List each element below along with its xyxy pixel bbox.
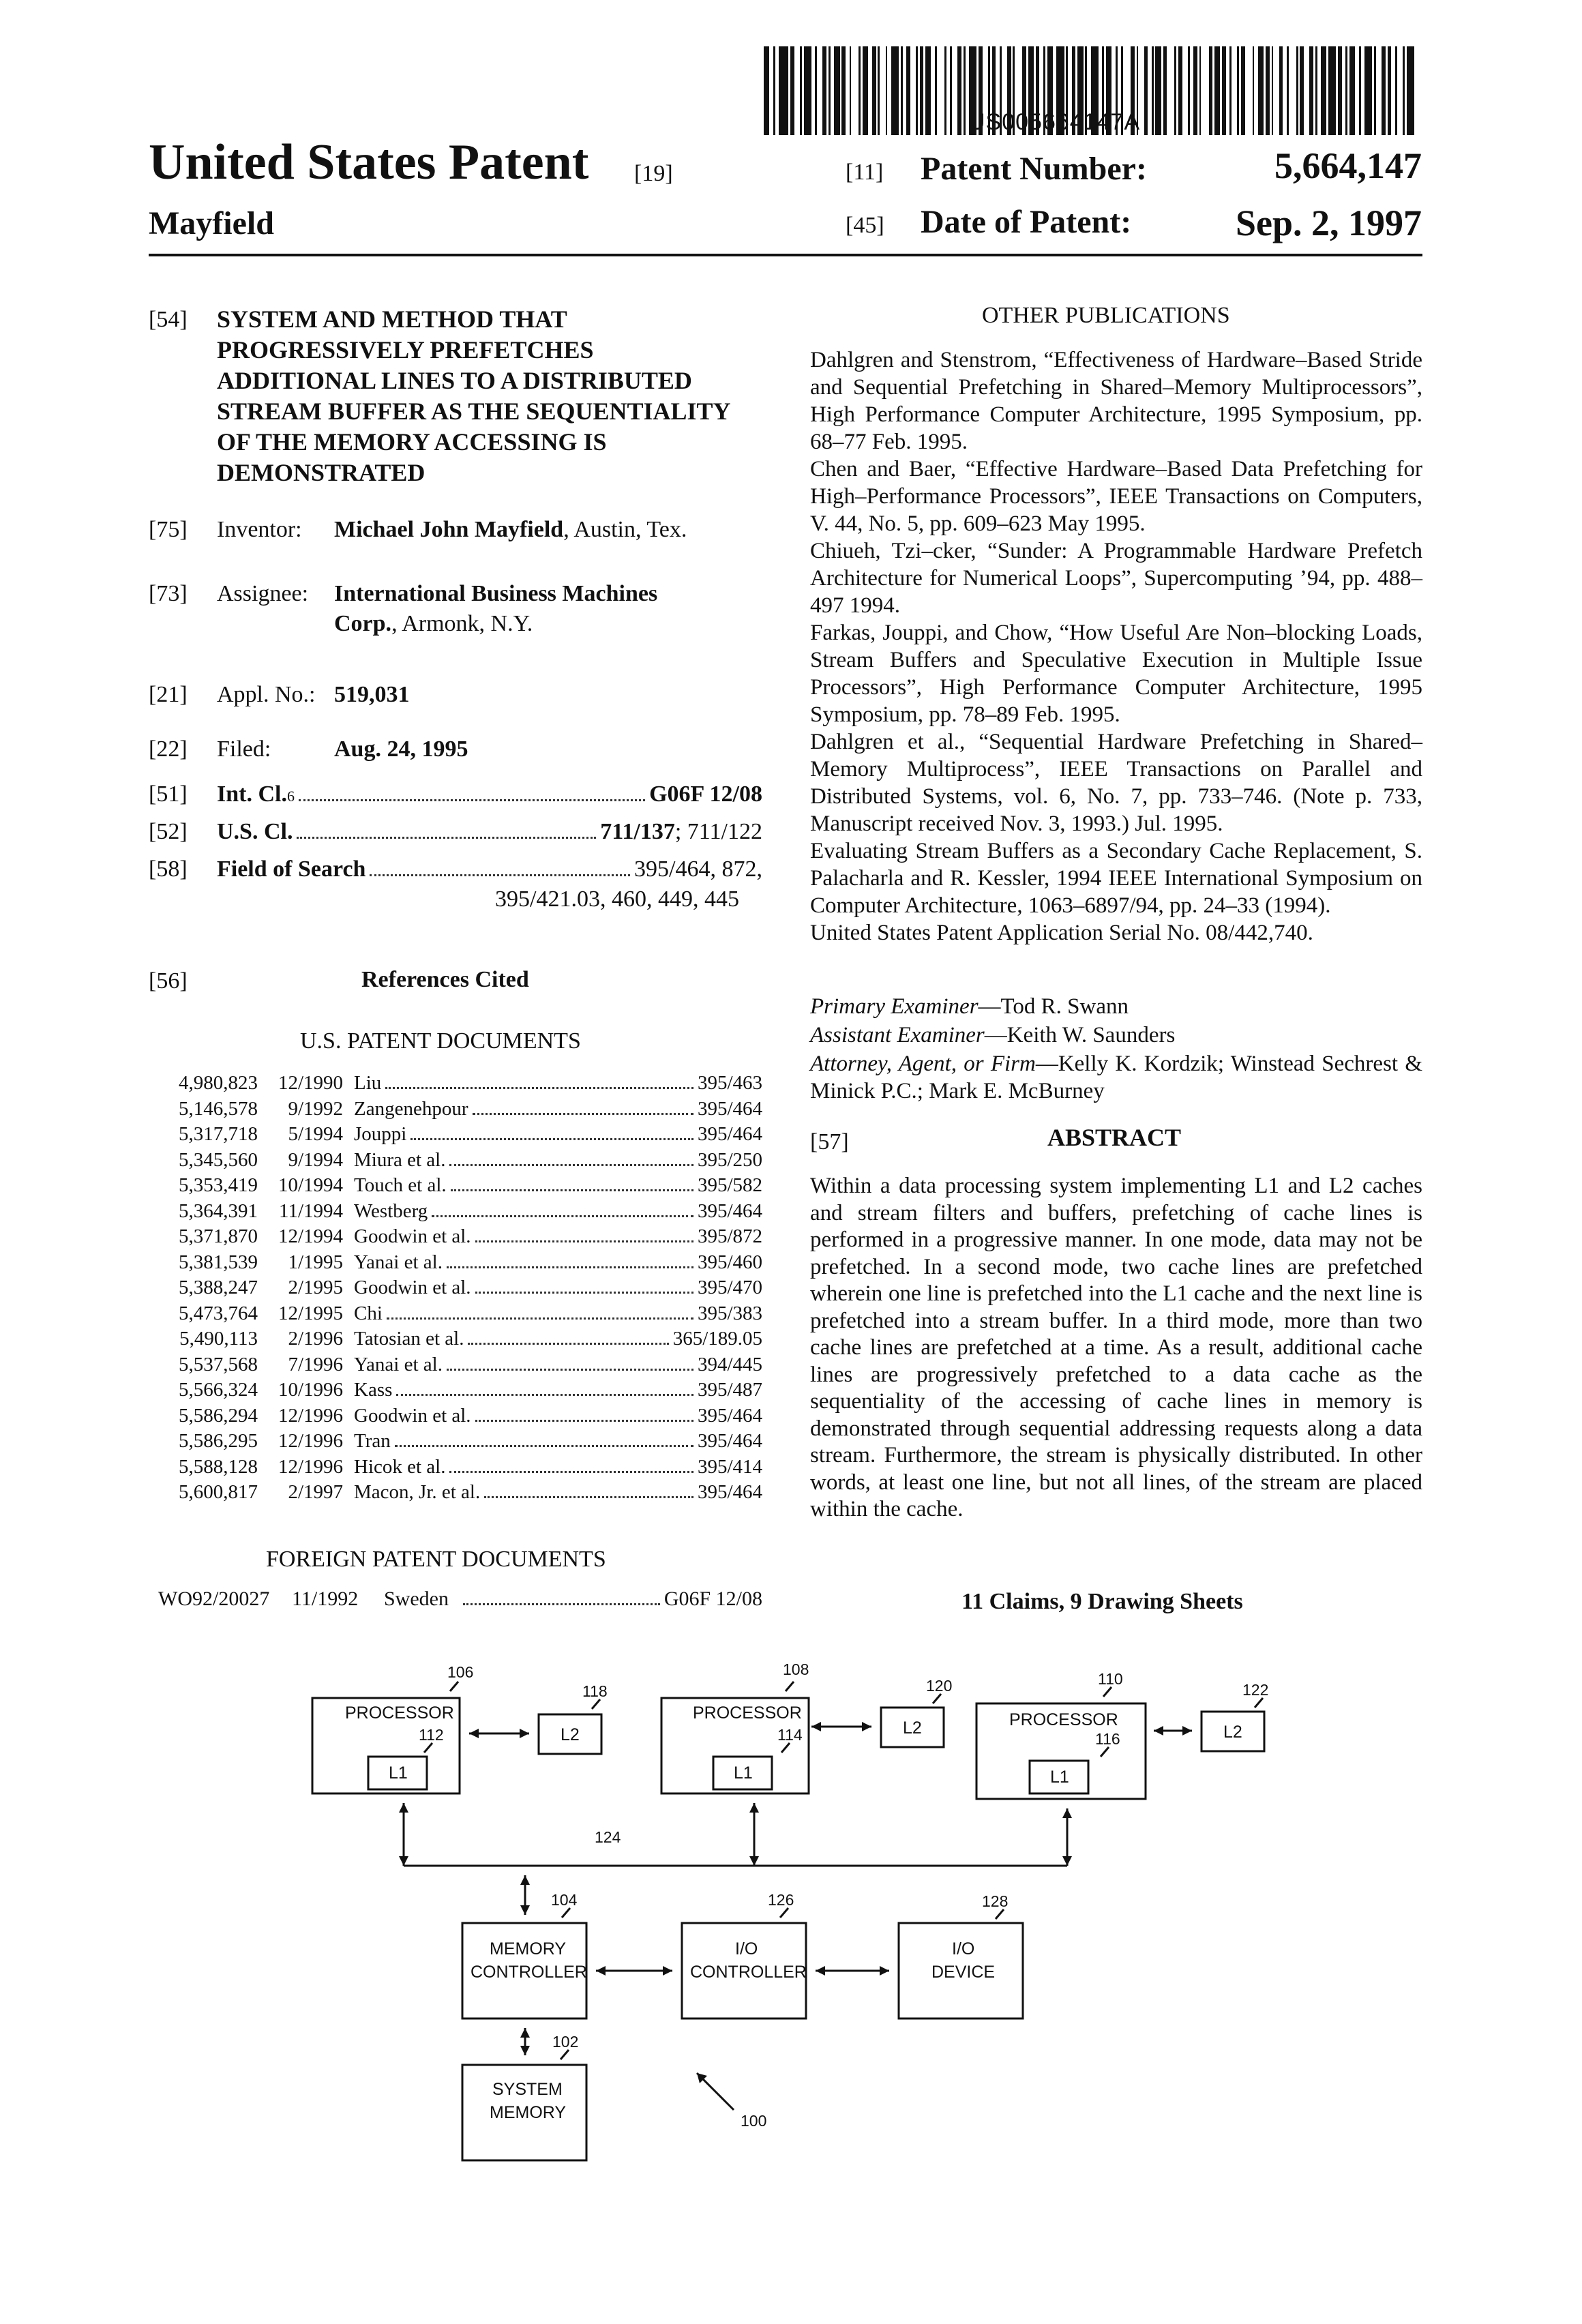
ref-name: Goodwin et al. <box>354 1404 471 1427</box>
barcode-bar <box>1364 46 1372 135</box>
appl-value: 519,031 <box>334 682 410 707</box>
ref-class: 395/463 <box>697 1072 762 1094</box>
foreign-date: 11/1992 <box>292 1588 359 1610</box>
primary-examiner-value: —Tod R. Swann <box>978 994 1129 1019</box>
assignee-label: Assignee: <box>217 581 309 606</box>
ref-class: 395/464 <box>697 1404 762 1427</box>
memory-controller-label-2: CONTROLLER <box>471 1963 587 1982</box>
ref-date: 2/1995 <box>288 1277 343 1298</box>
barcode-bar <box>779 46 788 135</box>
primary-examiner <box>810 993 1422 1020</box>
ref-name: Touch et al. <box>354 1174 447 1196</box>
l2-label: L2 <box>1223 1723 1242 1742</box>
ref-class: 395/582 <box>697 1174 762 1196</box>
leader-dots <box>385 1087 693 1089</box>
field-value-1: 395/464, 872, <box>634 856 762 882</box>
ref-name: Goodwin et al. <box>354 1277 471 1298</box>
leader-dots <box>396 1394 693 1396</box>
leader-dots <box>387 1317 693 1320</box>
ref-number: 5,600,817 <box>179 1481 258 1503</box>
foreign-cls: G06F 12/08 <box>663 1588 762 1610</box>
l1-label: L1 <box>734 1763 753 1783</box>
barcode-bar <box>794 46 800 135</box>
ref-name: Kass <box>354 1379 393 1401</box>
ref-number: 5,317,718 <box>179 1123 258 1145</box>
abstract-text: Within a data processing system implementing L1 and L2 caches and stream filters and buffers, prefetching of cache lines is performed in a progressive manner. In one mode, data may not be prefetched. In a second mode, two cache lines are prefetched wherein one line is prefetched into the L1 cache and the next line is prefetched into a stream buffer. In a third mode, more than two cache lines are prefetched at a time. As a result, additional cache lines are progressively prefetched to a data cache as the sequentiality of the accessing of cache lines in memory is demonstrated through sequential addressing requests along a data stream. Furthermore, the stream is physically distributed. In other words, at least one line, but not all lines, of the stream are placed within the cache. <box>810 1174 1422 1521</box>
field-value-2: 395/421.03, 460, 449, 445 <box>495 887 739 912</box>
leader-dots <box>468 1343 668 1345</box>
us-patent-references <box>149 1072 762 1507</box>
leader-dots <box>447 1266 693 1268</box>
barcode-bar <box>817 46 822 135</box>
ref-number: 5,586,294 <box>179 1404 258 1427</box>
barcode-bar <box>1349 46 1355 135</box>
assistant-examiner <box>810 1022 1422 1049</box>
abstract-code: [57] <box>810 1129 849 1154</box>
barcode-bar <box>1155 46 1161 135</box>
barcode-bar <box>1328 46 1336 135</box>
barcode-bar <box>925 46 931 135</box>
reference-row <box>149 1098 762 1124</box>
ref-number: 5,566,324 <box>179 1379 258 1401</box>
title-code: [19] <box>634 161 673 186</box>
ref-class: 395/414 <box>697 1455 762 1478</box>
reference-row <box>149 1200 762 1226</box>
inventor-location: , Austin, Tex. <box>563 517 687 542</box>
leader-dots <box>449 1471 693 1473</box>
reference-row <box>149 1328 762 1354</box>
barcode-bar <box>1289 46 1296 135</box>
attorney-value: —Kelly K. Kordzik; Winstead Sechrest & Minick P.C.; Mark E. McBurney <box>810 1052 1423 1103</box>
assignee-row-2 <box>334 610 533 638</box>
leader-dots <box>473 1113 693 1115</box>
leader-dots <box>449 1164 693 1166</box>
ref-class: 365/189.05 <box>672 1328 762 1350</box>
reference-row <box>149 1302 762 1328</box>
attorney-label: Attorney, Agent, or Firm <box>810 1052 1036 1076</box>
leader-dots <box>395 1445 693 1447</box>
ref-number: 5,388,247 <box>179 1277 258 1298</box>
system-memory-label-2: MEMORY <box>490 2103 567 2122</box>
ref-name: Macon, Jr. et al. <box>354 1481 481 1503</box>
barcode-bar <box>1376 46 1382 135</box>
title-line: STREAM BUFFER AS THE SEQUENTIALITY <box>217 398 731 425</box>
ref-class: 395/464 <box>697 1481 762 1503</box>
us-cl-value-rest: ; 711/122 <box>674 819 762 844</box>
us-docs-heading: U.S. PATENT DOCUMENTS <box>300 1028 581 1054</box>
ref-number: 5,490,113 <box>179 1328 258 1350</box>
ref-number: 5,381,539 <box>179 1251 258 1273</box>
barcode-bar <box>863 46 868 135</box>
ref-name: Miura et al. <box>354 1148 446 1171</box>
ref-108: 108 <box>783 1660 809 1678</box>
barcode-bar <box>1232 46 1237 135</box>
ref-date: 12/1995 <box>278 1302 343 1324</box>
reference-row <box>149 1251 762 1277</box>
us-cl-value: 711/137 <box>600 819 675 844</box>
leader-dots <box>451 1189 693 1191</box>
foreign-heading: FOREIGN PATENT DOCUMENTS <box>266 1547 606 1572</box>
assignee-corp: Corp. <box>334 611 392 636</box>
title-line: ADDITIONAL LINES TO A DISTRIBUTED <box>217 367 692 394</box>
patent-number-label: Patent Number: <box>921 151 1147 187</box>
title-line: OF THE MEMORY ACCESSING IS <box>217 428 607 456</box>
processor-label: PROCESSOR <box>693 1703 802 1723</box>
ref-name: Liu <box>354 1072 382 1094</box>
ref-date: 11/1994 <box>279 1200 343 1222</box>
us-cl-label: U.S. Cl. <box>217 819 293 844</box>
barcode-bar <box>880 46 885 135</box>
foreign-no: WO92/20027 <box>158 1588 270 1610</box>
leader-dots <box>299 799 645 801</box>
ref-128: 128 <box>982 1892 1009 1910</box>
inventor-value: Michael John Mayfield <box>334 517 564 542</box>
ref-date: 10/1994 <box>278 1174 343 1196</box>
claims-summary: 11 Claims, 9 Drawing Sheets <box>961 1589 1243 1614</box>
ref-number: 5,586,295 <box>179 1430 258 1452</box>
ref-number: 5,364,391 <box>179 1200 258 1222</box>
ref-118: 118 <box>582 1682 608 1700</box>
ref-number: 5,588,128 <box>179 1455 258 1478</box>
ref-114: 114 <box>777 1726 803 1744</box>
barcode-bar <box>834 46 839 135</box>
ref-name: Westberg <box>354 1200 428 1222</box>
ref-class: 394/445 <box>697 1353 762 1375</box>
barcode-bar <box>804 46 811 135</box>
patent-number-code: [11] <box>846 160 884 185</box>
ref-number: 5,537,568 <box>179 1353 258 1375</box>
title-line: DEMONSTRATED <box>217 459 426 486</box>
leader-dots <box>463 1603 660 1605</box>
leader-dots <box>475 1240 693 1242</box>
reference-row <box>149 1072 762 1098</box>
publication-entry: Chen and Baer, “Effective Hardware–Based Data Prefetching for High–Performance Processors”, IEEE Transactions on Computers, V. 44, No. 5, pp. 609–623 May 1995. <box>810 457 1422 536</box>
leader-dots <box>484 1496 693 1498</box>
ref-class: 395/464 <box>697 1200 762 1222</box>
reference-row <box>149 1379 762 1405</box>
ref-number: 4,980,823 <box>179 1072 258 1094</box>
title-line: SYSTEM AND METHOD THAT <box>217 306 567 333</box>
title-code-54: [54] <box>149 307 188 332</box>
ref-name: Jouppi <box>354 1123 407 1145</box>
io-controller-label-2: CONTROLLER <box>690 1963 807 1982</box>
refs-heading: References Cited <box>361 967 529 992</box>
ref-class: 395/470 <box>697 1277 762 1298</box>
ref-class: 395/487 <box>697 1379 762 1401</box>
barcode-bar <box>952 46 957 135</box>
int-cl-sup: 6 <box>286 788 295 805</box>
header-rule <box>149 254 1422 256</box>
assignee-row <box>149 580 762 608</box>
other-pubs-heading: OTHER PUBLICATIONS <box>982 303 1230 328</box>
ref-number: 5,473,764 <box>179 1302 258 1324</box>
field-code: [58] <box>149 856 188 882</box>
barcode-bar <box>851 46 859 135</box>
barcode-bar <box>1167 46 1174 135</box>
publication-entry: Evaluating Stream Buffers as a Secondary Cache Replacement, S. Palacharla and R. Kessler, 1994 IEEE International Symposium on Computer Architecture, 1063–6897/94, pp. 24–33 (1994). <box>810 839 1422 918</box>
processor-label: PROCESSOR <box>345 1703 454 1723</box>
barcode-bar <box>1214 46 1220 135</box>
other-publications <box>810 346 1422 947</box>
ref-date: 12/1994 <box>278 1225 343 1247</box>
ref-name: Tran <box>354 1430 391 1452</box>
ref-date: 2/1997 <box>288 1481 343 1503</box>
ref-name: Yanai et al. <box>354 1353 443 1375</box>
io-controller-label-1: I/O <box>735 1939 758 1958</box>
ref-date: 12/1996 <box>278 1404 343 1427</box>
ref-class: 395/464 <box>697 1097 762 1120</box>
ref-class: 395/464 <box>697 1430 762 1452</box>
leader-dots <box>370 874 630 876</box>
us-cl-code: [52] <box>149 819 188 844</box>
ref-date: 12/1996 <box>278 1455 343 1478</box>
barcode-bar <box>1414 46 1418 135</box>
leader-dots <box>475 1420 693 1422</box>
int-cl-code: [51] <box>149 781 188 807</box>
field-label: Field of Search <box>217 856 366 882</box>
foreign-country: Sweden <box>384 1588 449 1610</box>
assistant-examiner-label: Assistant Examiner <box>810 1023 985 1047</box>
ref-date: 7/1996 <box>288 1353 343 1375</box>
appl-row <box>149 681 410 709</box>
ref-date: 2/1996 <box>288 1328 343 1350</box>
ref-class: 395/872 <box>697 1225 762 1247</box>
foreign-ref-row <box>158 1588 762 1613</box>
ref-122: 122 <box>1242 1681 1269 1699</box>
primary-examiner-label: Primary Examiner <box>810 994 979 1019</box>
barcode-bar <box>1273 46 1279 135</box>
ref-124: 124 <box>595 1828 621 1846</box>
leader-dots <box>297 837 596 839</box>
patent-office-title: United States Patent <box>149 134 589 190</box>
barcode-bar <box>1245 46 1253 135</box>
reference-row <box>149 1430 762 1456</box>
abstract-heading: ABSTRACT <box>1047 1124 1182 1151</box>
publication-entry: Farkas, Jouppi, and Chow, “How Useful Are Non–blocking Loads, Stream Buffers and Speculative Execution in Multiple Issue Processors”, High Performance Computer Architecture, 1995 Symposium, pp. 78–89 Feb. 1995. <box>810 621 1422 727</box>
ref-name: Hicok et al. <box>354 1455 446 1478</box>
barcode-bar <box>1182 46 1188 135</box>
inventor-surname: Mayfield <box>149 205 274 241</box>
barcode-bar <box>1321 46 1326 135</box>
barcode-bar <box>891 46 899 135</box>
publication-entry: Chiueh, Tzi–cker, “Sunder: A Programmable Hardware Prefetch Architecture for Numerical Loops”, Supercomputing ’94, pp. 488–497 1994. <box>810 539 1422 618</box>
invention-title <box>217 304 762 488</box>
ref-126: 126 <box>768 1891 794 1909</box>
ref-date: 9/1994 <box>288 1148 343 1171</box>
attorney <box>810 1050 1422 1105</box>
ref-name: Chi <box>354 1302 383 1324</box>
ref-number: 5,146,578 <box>179 1097 258 1120</box>
ref-110: 110 <box>1098 1670 1123 1688</box>
publication-entry: Dahlgren and Stenstrom, “Effectiveness of Hardware–Based Stride and Sequential Prefetching in Shared–Memory Multiprocessors”, High Performance Computer Architecture, 1995 Symposium, pp. 68–77 Feb. 1995. <box>810 348 1422 454</box>
ref-number: 5,353,419 <box>179 1174 258 1196</box>
l1-label: L1 <box>389 1763 408 1783</box>
reference-row <box>149 1405 762 1431</box>
reference-row <box>149 1149 762 1175</box>
ref-100: 100 <box>741 2112 767 2130</box>
ref-number: 5,345,560 <box>179 1148 258 1171</box>
reference-row <box>149 1174 762 1200</box>
processor-label: PROCESSOR <box>1009 1710 1118 1729</box>
ref-class: 395/250 <box>697 1148 762 1171</box>
ref-104: 104 <box>551 1891 578 1909</box>
ref-class: 395/383 <box>697 1302 762 1324</box>
leader-dots <box>475 1292 693 1294</box>
appl-label: Appl. No.: <box>217 682 316 707</box>
ref-class: 395/460 <box>697 1251 762 1273</box>
patent-number-value: 5,664,147 <box>1274 145 1422 186</box>
assistant-examiner-value: —Keith W. Saunders <box>984 1023 1176 1047</box>
reference-row <box>149 1456 762 1482</box>
assignee-value: International Business Machines <box>334 581 658 606</box>
barcode-bar <box>1258 46 1264 135</box>
l2-label: L2 <box>903 1718 922 1738</box>
ref-name: Yanai et al. <box>354 1251 443 1273</box>
title-line: PROGRESSIVELY PREFETCHES <box>217 336 594 363</box>
leader-dots <box>411 1138 693 1140</box>
int-cl-value: G06F 12/08 <box>649 781 762 807</box>
ref-106: 106 <box>447 1663 474 1681</box>
assignee-code: [73] <box>149 581 188 606</box>
int-cl-row <box>149 781 762 894</box>
reference-row <box>149 1354 762 1380</box>
inventor-label: Inventor: <box>217 517 302 542</box>
publication-entry: United States Patent Application Serial No. 08/442,740. <box>810 921 1313 945</box>
barcode-number: US005664147A <box>968 109 1141 135</box>
ref-name: Goodwin et al. <box>354 1225 471 1247</box>
barcode-bar <box>764 46 769 135</box>
barcode-bar <box>1304 46 1309 135</box>
barcode-bar <box>1407 46 1414 135</box>
ref-name: Tatosian et al. <box>354 1328 464 1350</box>
date-label: Date of Patent: <box>921 204 1132 240</box>
publication-entry: Dahlgren et al., “Sequential Hardware Prefetching in Shared–Memory Multiprocess”, IEEE Transactions on Parallel and Distributed Systems, vol. 6, No. 7, pp. 733–746. (Note p. 733, Manuscript received Nov. 3, 1993.) Jul. 1995. <box>810 730 1422 836</box>
ref-102: 102 <box>552 2033 579 2051</box>
barcode-bar <box>1397 46 1403 135</box>
ref-date: 1/1995 <box>288 1251 343 1273</box>
ref-name: Zangenehpour <box>354 1097 468 1120</box>
memory-controller-label-1: MEMORY <box>490 1939 567 1958</box>
l1-label: L1 <box>1050 1768 1069 1787</box>
system-block-diagram <box>0 1637 1582 2182</box>
leader-dots <box>432 1215 693 1217</box>
barcode-bar <box>910 46 916 135</box>
l2-label: L2 <box>561 1725 580 1744</box>
ref-date: 12/1996 <box>278 1430 343 1452</box>
filed-label: Filed: <box>217 736 271 762</box>
reference-row <box>149 1123 762 1149</box>
ref-112: 112 <box>419 1726 444 1744</box>
filed-code: [22] <box>149 736 188 762</box>
io-device-label-1: I/O <box>952 1939 975 1958</box>
ref-date: 12/1990 <box>278 1072 343 1094</box>
assignee-location: , Armonk, N.Y. <box>391 611 533 636</box>
appl-code: [21] <box>149 682 188 707</box>
ref-date: 9/1992 <box>288 1097 343 1120</box>
barcode-bar <box>937 46 944 135</box>
ref-number: 5,371,870 <box>179 1225 258 1247</box>
ref-date: 10/1996 <box>278 1379 343 1401</box>
reference-row <box>149 1481 762 1507</box>
barcode-bar <box>1201 46 1208 135</box>
inventor-code: [75] <box>149 517 188 542</box>
io-device-label-2: DEVICE <box>931 1963 996 1982</box>
inventor-row <box>149 516 762 543</box>
leader-dots <box>447 1369 693 1371</box>
filed-value: Aug. 24, 1995 <box>334 736 468 762</box>
date-value: Sep. 2, 1997 <box>1235 203 1422 243</box>
ref-date: 5/1994 <box>288 1123 343 1145</box>
reference-row <box>149 1225 762 1251</box>
ref-120: 120 <box>926 1677 953 1695</box>
date-code: [45] <box>846 213 884 238</box>
ref-class: 395/464 <box>697 1123 762 1145</box>
int-cl-label: Int. Cl. <box>217 781 287 807</box>
system-memory-label-1: SYSTEM <box>492 2080 563 2099</box>
filed-row <box>149 735 468 763</box>
ref-116: 116 <box>1095 1730 1120 1748</box>
reference-row <box>149 1277 762 1302</box>
refs-code: [56] <box>149 968 188 994</box>
